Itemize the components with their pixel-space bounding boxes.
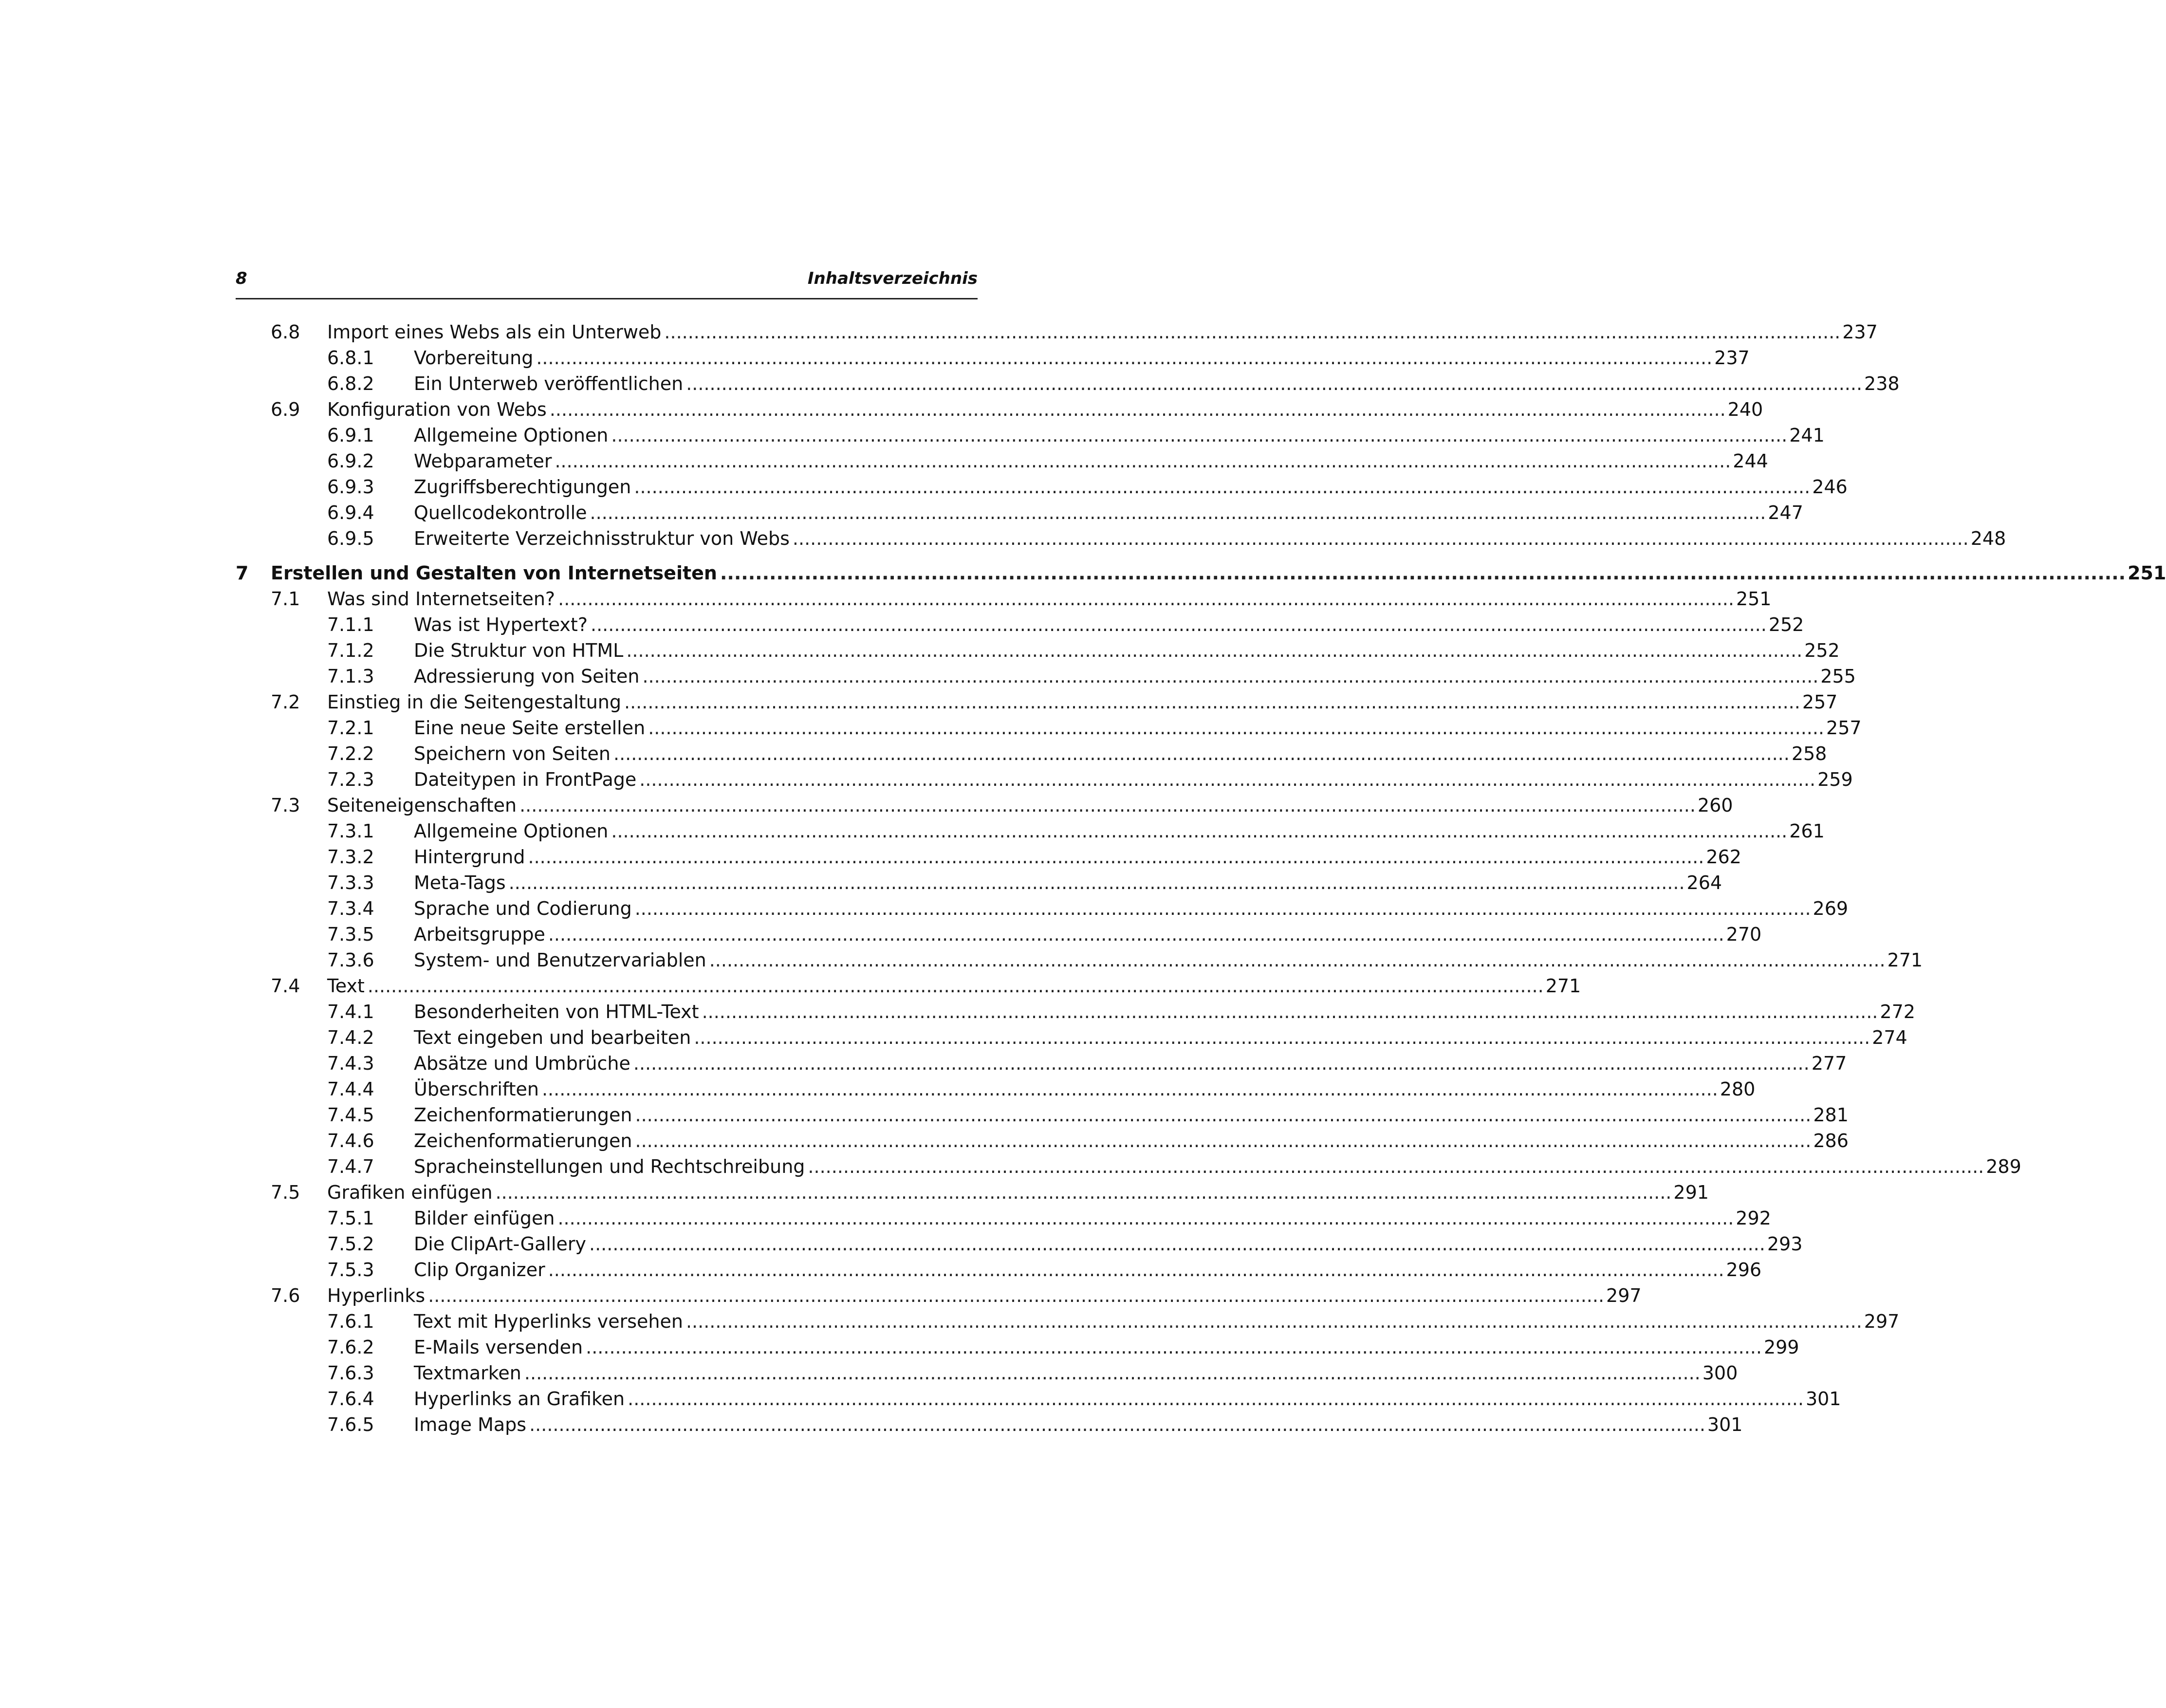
toc-entry-title: Hyperlinks an Grafiken xyxy=(414,1388,625,1410)
dot-leader: ........................................................................................................................................................................................................ xyxy=(792,528,1969,549)
toc-entry-number: 7.1.1 xyxy=(327,614,374,635)
toc-entry-number: 7.2.1 xyxy=(327,717,374,739)
toc-entry-page: 237 xyxy=(1842,321,1878,343)
toc-entry-page: 259 xyxy=(1817,769,1853,790)
dot-leader: ........................................................................................................................................................................................................ xyxy=(428,1285,1605,1306)
dot-leader: ........................................................................................................................................................................................................ xyxy=(634,476,1811,498)
toc-entry-title: Seiteneigenschaften xyxy=(327,795,517,816)
toc-subsection-row[interactable] xyxy=(236,1206,1771,1231)
toc-entry-number: 7.4.1 xyxy=(327,1001,374,1022)
toc-subsection-row[interactable] xyxy=(236,1360,1738,1386)
toc-entry-title: Grafiken einfügen xyxy=(327,1182,493,1203)
toc-entry-page: 251 xyxy=(1736,588,1772,610)
page-header xyxy=(236,266,978,299)
toc-entry-page: 292 xyxy=(1736,1207,1771,1229)
dot-leader: ........................................................................................................................................................................................................ xyxy=(611,425,1788,446)
dot-leader: ........................................................................................................................................................................................................ xyxy=(611,820,1788,842)
toc-entry-title: Besonderheiten von HTML-Text xyxy=(414,1001,699,1022)
toc-entry-number: 6.8 xyxy=(271,321,300,343)
toc-entry-number: 7.1.3 xyxy=(327,666,374,687)
toc-section-row[interactable] xyxy=(236,973,1581,999)
toc-entry-page: 271 xyxy=(1545,975,1581,997)
dot-leader: ........................................................................................................................................................................................................ xyxy=(586,1337,1762,1358)
toc-entry-title: Meta-Tags xyxy=(414,872,506,893)
toc-entry-number: 7.6.4 xyxy=(327,1388,374,1410)
dot-leader: ........................................................................................................................................................................................................ xyxy=(639,769,1816,790)
toc-entry-number: 7.3.6 xyxy=(327,949,374,971)
toc-entry-title: Image Maps xyxy=(414,1414,527,1435)
toc-subsection-row[interactable] xyxy=(236,1257,1762,1283)
toc-entry-page: 274 xyxy=(1872,1027,1907,1048)
toc-section-row[interactable] xyxy=(236,319,1878,345)
dot-leader: ........................................................................................................................................................................................................ xyxy=(633,1053,1810,1074)
toc-subsection-row[interactable] xyxy=(236,664,1856,689)
toc-entry-number: 7.4.3 xyxy=(327,1053,374,1074)
toc-subsection-row[interactable] xyxy=(236,922,1762,947)
toc-entry-page: 244 xyxy=(1733,450,1768,472)
toc-entry-number: 7.5.2 xyxy=(327,1233,374,1255)
toc-entry-number: 7.2.3 xyxy=(327,769,374,790)
toc-entry-title: Spracheinstellungen und Rechtschreibung xyxy=(414,1156,805,1177)
toc-entry-number: 7.4.6 xyxy=(327,1130,374,1151)
toc-entry-page: 270 xyxy=(1726,924,1762,945)
toc-entry-title: Konfiguration von Webs xyxy=(327,399,547,420)
toc-entry-title: Erstellen und Gestalten von Internetseiten xyxy=(271,562,717,584)
toc-section-row[interactable] xyxy=(236,1283,1642,1309)
toc-entry-page: 237 xyxy=(1714,347,1750,369)
dot-leader: ........................................................................................................................................................................................................ xyxy=(549,399,1726,420)
toc-entry-number: 6.9.1 xyxy=(327,425,374,446)
toc-entry-title: Vorbereitung xyxy=(414,347,534,369)
toc-entry-title: Text eingeben und bearbeiten xyxy=(414,1027,691,1048)
toc-entry-title: Allgemeine Optionen xyxy=(414,425,609,446)
toc-entry-number: 7.3.2 xyxy=(327,846,374,868)
dot-leader: ........................................................................................................................................................................................................ xyxy=(686,373,1863,394)
toc-entry-title: Sprache und Codierung xyxy=(414,898,632,919)
dot-leader: ........................................................................................................................................................................................................ xyxy=(624,691,1800,713)
toc-subsection-row[interactable] xyxy=(236,1309,1900,1335)
toc-entry-page: 252 xyxy=(1768,614,1804,635)
dot-leader: ........................................................................................................................................................................................................ xyxy=(613,743,1790,764)
toc-entry-title: Zeichenformatierungen xyxy=(414,1104,632,1126)
dot-leader: ........................................................................................................................................................................................................ xyxy=(558,588,1734,610)
toc-subsection-row[interactable] xyxy=(236,1412,1743,1438)
toc-entry-number: 7.4.7 xyxy=(327,1156,374,1177)
dot-leader: ........................................................................................................................................................................................................ xyxy=(709,949,1886,971)
toc-entry-title: Ein Unterweb veröffentlichen xyxy=(414,373,684,394)
toc-subsection-row[interactable] xyxy=(236,1335,1799,1360)
toc-subsection-row[interactable] xyxy=(236,612,1804,638)
toc-entry-page: 301 xyxy=(1707,1414,1743,1435)
dot-leader: ........................................................................................................................................................................................................ xyxy=(634,898,1811,919)
toc-entry-page: 297 xyxy=(1606,1285,1642,1306)
toc-entry-title: Hintergrund xyxy=(414,846,525,868)
toc-entry-page: 258 xyxy=(1791,743,1827,764)
toc-entry-title: Erweiterte Verzeichnisstruktur von Webs xyxy=(414,528,790,549)
toc-chapter-row[interactable] xyxy=(236,560,2166,586)
toc-entry-page: 240 xyxy=(1727,399,1763,420)
dot-leader: ........................................................................................................................................................................................................ xyxy=(664,321,1841,343)
toc-subsection-row[interactable] xyxy=(236,1025,1907,1051)
toc-entry-number: 7.5 xyxy=(271,1182,300,1203)
toc-entry-page: 261 xyxy=(1789,820,1825,842)
toc-entry-title: Was sind Internetseiten? xyxy=(327,588,555,610)
toc-entry-page: 264 xyxy=(1686,872,1722,893)
toc-entry-number: 7.1 xyxy=(271,588,300,610)
toc-entry-title: Die ClipArt-Gallery xyxy=(414,1233,587,1255)
toc-section-row[interactable] xyxy=(236,689,1838,715)
toc-subsection-row[interactable] xyxy=(236,947,1923,973)
dot-leader: ........................................................................................................................................................................................................ xyxy=(555,450,1731,472)
toc-entry-page: 291 xyxy=(1673,1182,1709,1203)
toc-entry-title: Clip Organizer xyxy=(414,1259,545,1281)
dot-leader: ........................................................................................................................................................................................................ xyxy=(628,1388,1804,1410)
toc-entry-number: 7.6.1 xyxy=(327,1311,374,1332)
toc-entry-number: 7.6 xyxy=(271,1285,300,1306)
toc-entry-page: 255 xyxy=(1820,666,1856,687)
toc-entry-number: 7.3 xyxy=(271,795,300,816)
toc-entry-title: System- und Benutzervariablen xyxy=(414,949,706,971)
toc-entry-page: 301 xyxy=(1805,1388,1841,1410)
toc-section-row[interactable] xyxy=(236,793,1733,818)
dot-leader: ........................................................................................................................................................................................................ xyxy=(590,502,1766,523)
toc-entry-number: 7 xyxy=(236,562,249,584)
toc-subsection-row[interactable] xyxy=(236,371,1900,397)
dot-leader: ........................................................................................................................................................................................................ xyxy=(635,1104,1812,1126)
toc-entry-number: 6.9.3 xyxy=(327,476,374,498)
toc-entry-title: Webparameter xyxy=(414,450,552,472)
toc-subsection-row[interactable] xyxy=(236,526,2006,552)
toc-entry-title: Adressierung von Seiten xyxy=(414,666,640,687)
toc-entry-number: 7.4 xyxy=(271,975,300,997)
toc-entry-number: 7.5.3 xyxy=(327,1259,374,1281)
toc-subsection-row[interactable] xyxy=(236,1231,1803,1257)
toc-entry-title: Eine neue Seite erstellen xyxy=(414,717,646,739)
toc-subsection-row[interactable] xyxy=(236,474,1848,500)
toc-subsection-row[interactable] xyxy=(236,345,1750,371)
toc-entry-page: 299 xyxy=(1763,1337,1799,1358)
toc-entry-title: Was ist Hypertext? xyxy=(414,614,588,635)
toc-subsection-row[interactable] xyxy=(236,1154,2021,1180)
toc-entry-title: Absätze und Umbrüche xyxy=(414,1053,630,1074)
toc-entry-number: 7.6.2 xyxy=(327,1337,374,1358)
toc-subsection-row[interactable] xyxy=(236,741,1827,767)
toc-subsection-row[interactable] xyxy=(236,767,1853,793)
dot-leader: ........................................................................................................................................................................................................ xyxy=(508,872,1685,893)
toc-entry-title: Zeichenformatierungen xyxy=(414,1130,632,1151)
toc-entry-page: 260 xyxy=(1697,795,1733,816)
toc-entry-title: Bilder einfügen xyxy=(414,1207,555,1229)
toc-section-row[interactable] xyxy=(236,397,1763,423)
dot-leader: ........................................................................................................................................................................................................ xyxy=(702,1001,1878,1022)
toc-entry-page: 269 xyxy=(1813,898,1849,919)
toc-entry-title: Speichern von Seiten xyxy=(414,743,611,764)
toc-entry-title: Text xyxy=(327,975,365,997)
dot-leader: ........................................................................................................................................................................................................ xyxy=(367,975,1544,997)
toc-subsection-row[interactable] xyxy=(236,1051,1847,1077)
toc-entry-title: Import eines Webs als ein Unterweb xyxy=(327,321,662,343)
dot-leader: ........................................................................................................................................................................................................ xyxy=(720,562,2126,584)
dot-leader: ........................................................................................................................................................................................................ xyxy=(694,1027,1870,1048)
toc-entry-title: Einstieg in die Seitengestaltung xyxy=(327,691,621,713)
toc-entry-number: 6.8.1 xyxy=(327,347,374,369)
toc-entry-page: 300 xyxy=(1702,1362,1738,1384)
dot-leader: ........................................................................................................................................................................................................ xyxy=(635,1130,1812,1151)
toc-entry-title: Quellcodekontrolle xyxy=(414,502,587,523)
toc-entry-number: 6.9.5 xyxy=(327,528,374,549)
toc-entry-title: Überschriften xyxy=(414,1078,539,1100)
toc-entry-number: 7.2.2 xyxy=(327,743,374,764)
toc-entry-page: 277 xyxy=(1811,1053,1847,1074)
dot-leader: ........................................................................................................................................................................................................ xyxy=(591,614,1767,635)
toc-entry-page: 246 xyxy=(1812,476,1848,498)
toc-entry-page: 241 xyxy=(1789,425,1825,446)
dot-leader: ........................................................................................................................................................................................................ xyxy=(589,1233,1765,1255)
toc-section-row[interactable] xyxy=(236,1180,1709,1206)
toc-entry-title: Textmarken xyxy=(414,1362,521,1384)
toc-subsection-row[interactable] xyxy=(236,1102,1849,1128)
toc-entry-number: 7.3.4 xyxy=(327,898,374,919)
toc-entry-title: Hyperlinks xyxy=(327,1285,426,1306)
dot-leader: ........................................................................................................................................................................................................ xyxy=(557,1207,1734,1229)
toc-entry-page: 257 xyxy=(1826,717,1862,739)
toc-entry-title: Dateitypen in FrontPage xyxy=(414,769,637,790)
dot-leader: ........................................................................................................................................................................................................ xyxy=(548,1259,1724,1281)
toc-entry-number: 7.6.5 xyxy=(327,1414,374,1435)
toc-entry-title: E-Mails versenden xyxy=(414,1337,583,1358)
dot-leader: ........................................................................................................................................................................................................ xyxy=(528,846,1704,868)
toc-entry-number: 7.3.3 xyxy=(327,872,374,893)
toc-entry-page: 289 xyxy=(1986,1156,2021,1177)
toc-entry-page: 281 xyxy=(1813,1104,1849,1126)
toc-subsection-row[interactable] xyxy=(236,896,1849,922)
toc-entry-page: 297 xyxy=(1864,1311,1900,1332)
running-title: Inhaltsverzeichnis xyxy=(807,269,978,288)
dot-leader: ........................................................................................................................................................................................................ xyxy=(529,1414,1705,1435)
toc-entry-page: 248 xyxy=(1970,528,2006,549)
toc-entry-page: 247 xyxy=(1768,502,1803,523)
dot-leader: ........................................................................................................................................................................................................ xyxy=(648,717,1825,739)
dot-leader: ........................................................................................................................................................................................................ xyxy=(541,1078,1718,1100)
dot-leader: ........................................................................................................................................................................................................ xyxy=(642,666,1819,687)
toc-subsection-row[interactable] xyxy=(236,844,1741,870)
toc-entry-number: 6.9 xyxy=(271,399,300,420)
page-number: 8 xyxy=(236,269,247,288)
dot-leader: ........................................................................................................................................................................................................ xyxy=(626,640,1803,661)
toc-subsection-row[interactable] xyxy=(236,423,1825,448)
dot-leader: ........................................................................................................................................................................................................ xyxy=(685,1311,1862,1332)
dot-leader: ........................................................................................................................................................................................................ xyxy=(536,347,1713,369)
toc-entry-page: 252 xyxy=(1804,640,1840,661)
toc-entry-number: 7.3.1 xyxy=(327,820,374,842)
toc-entry-number: 7.4.5 xyxy=(327,1104,374,1126)
toc-entry-page: 272 xyxy=(1880,1001,1915,1022)
toc-entry-number: 7.1.2 xyxy=(327,640,374,661)
toc-section-row[interactable] xyxy=(236,586,1772,612)
dot-leader: ........................................................................................................................................................................................................ xyxy=(495,1182,1672,1203)
toc-entry-number: 7.4.2 xyxy=(327,1027,374,1048)
toc-entry-page: 238 xyxy=(1864,373,1900,394)
toc-subsection-row[interactable] xyxy=(236,1077,1756,1102)
toc-entry-page: 280 xyxy=(1720,1078,1756,1100)
dot-leader: ........................................................................................................................................................................................................ xyxy=(548,924,1724,945)
toc-entry-number: 7.4.4 xyxy=(327,1078,374,1100)
toc-subsection-row[interactable] xyxy=(236,500,1803,526)
toc-entry-number: 7.5.1 xyxy=(327,1207,374,1229)
toc-entry-title: Allgemeine Optionen xyxy=(414,820,609,842)
dot-leader: ........................................................................................................................................................................................................ xyxy=(524,1362,1701,1384)
toc-subsection-row[interactable] xyxy=(236,448,1768,474)
toc-subsection-row[interactable] xyxy=(236,1128,1849,1154)
toc-entry-title: Text mit Hyperlinks versehen xyxy=(414,1311,683,1332)
toc-subsection-row[interactable] xyxy=(236,1386,1841,1412)
toc-entry-title: Zugriffsberechtigungen xyxy=(414,476,631,498)
toc-entry-page: 293 xyxy=(1767,1233,1803,1255)
toc-entry-title: Arbeitsgruppe xyxy=(414,924,545,945)
toc-subsection-row[interactable] xyxy=(236,999,1915,1025)
toc-entry-number: 7.3.5 xyxy=(327,924,374,945)
dot-leader: ........................................................................................................................................................................................................ xyxy=(808,1156,1984,1177)
toc-entry-page: 262 xyxy=(1706,846,1741,868)
toc-subsection-row[interactable] xyxy=(236,870,1722,896)
toc-entry-title: Die Struktur von HTML xyxy=(414,640,624,661)
toc-subsection-row[interactable] xyxy=(236,818,1825,844)
toc-subsection-row[interactable] xyxy=(236,715,1862,741)
toc-entry-page: 286 xyxy=(1813,1130,1849,1151)
toc-entry-page: 296 xyxy=(1726,1259,1762,1281)
dot-leader: ........................................................................................................................................................................................................ xyxy=(519,795,1696,816)
toc-entry-number: 6.9.2 xyxy=(327,450,374,472)
toc-entry-number: 7.2 xyxy=(271,691,300,713)
toc-subsection-row[interactable] xyxy=(236,638,1840,664)
toc-entry-page: 271 xyxy=(1887,949,1923,971)
toc-entry-page: 257 xyxy=(1802,691,1838,713)
toc-entry-number: 7.6.3 xyxy=(327,1362,374,1384)
toc-entry-number: 6.9.4 xyxy=(327,502,374,523)
toc-entry-page: 251 xyxy=(2128,562,2166,584)
toc-entry-number: 6.8.2 xyxy=(327,373,374,394)
